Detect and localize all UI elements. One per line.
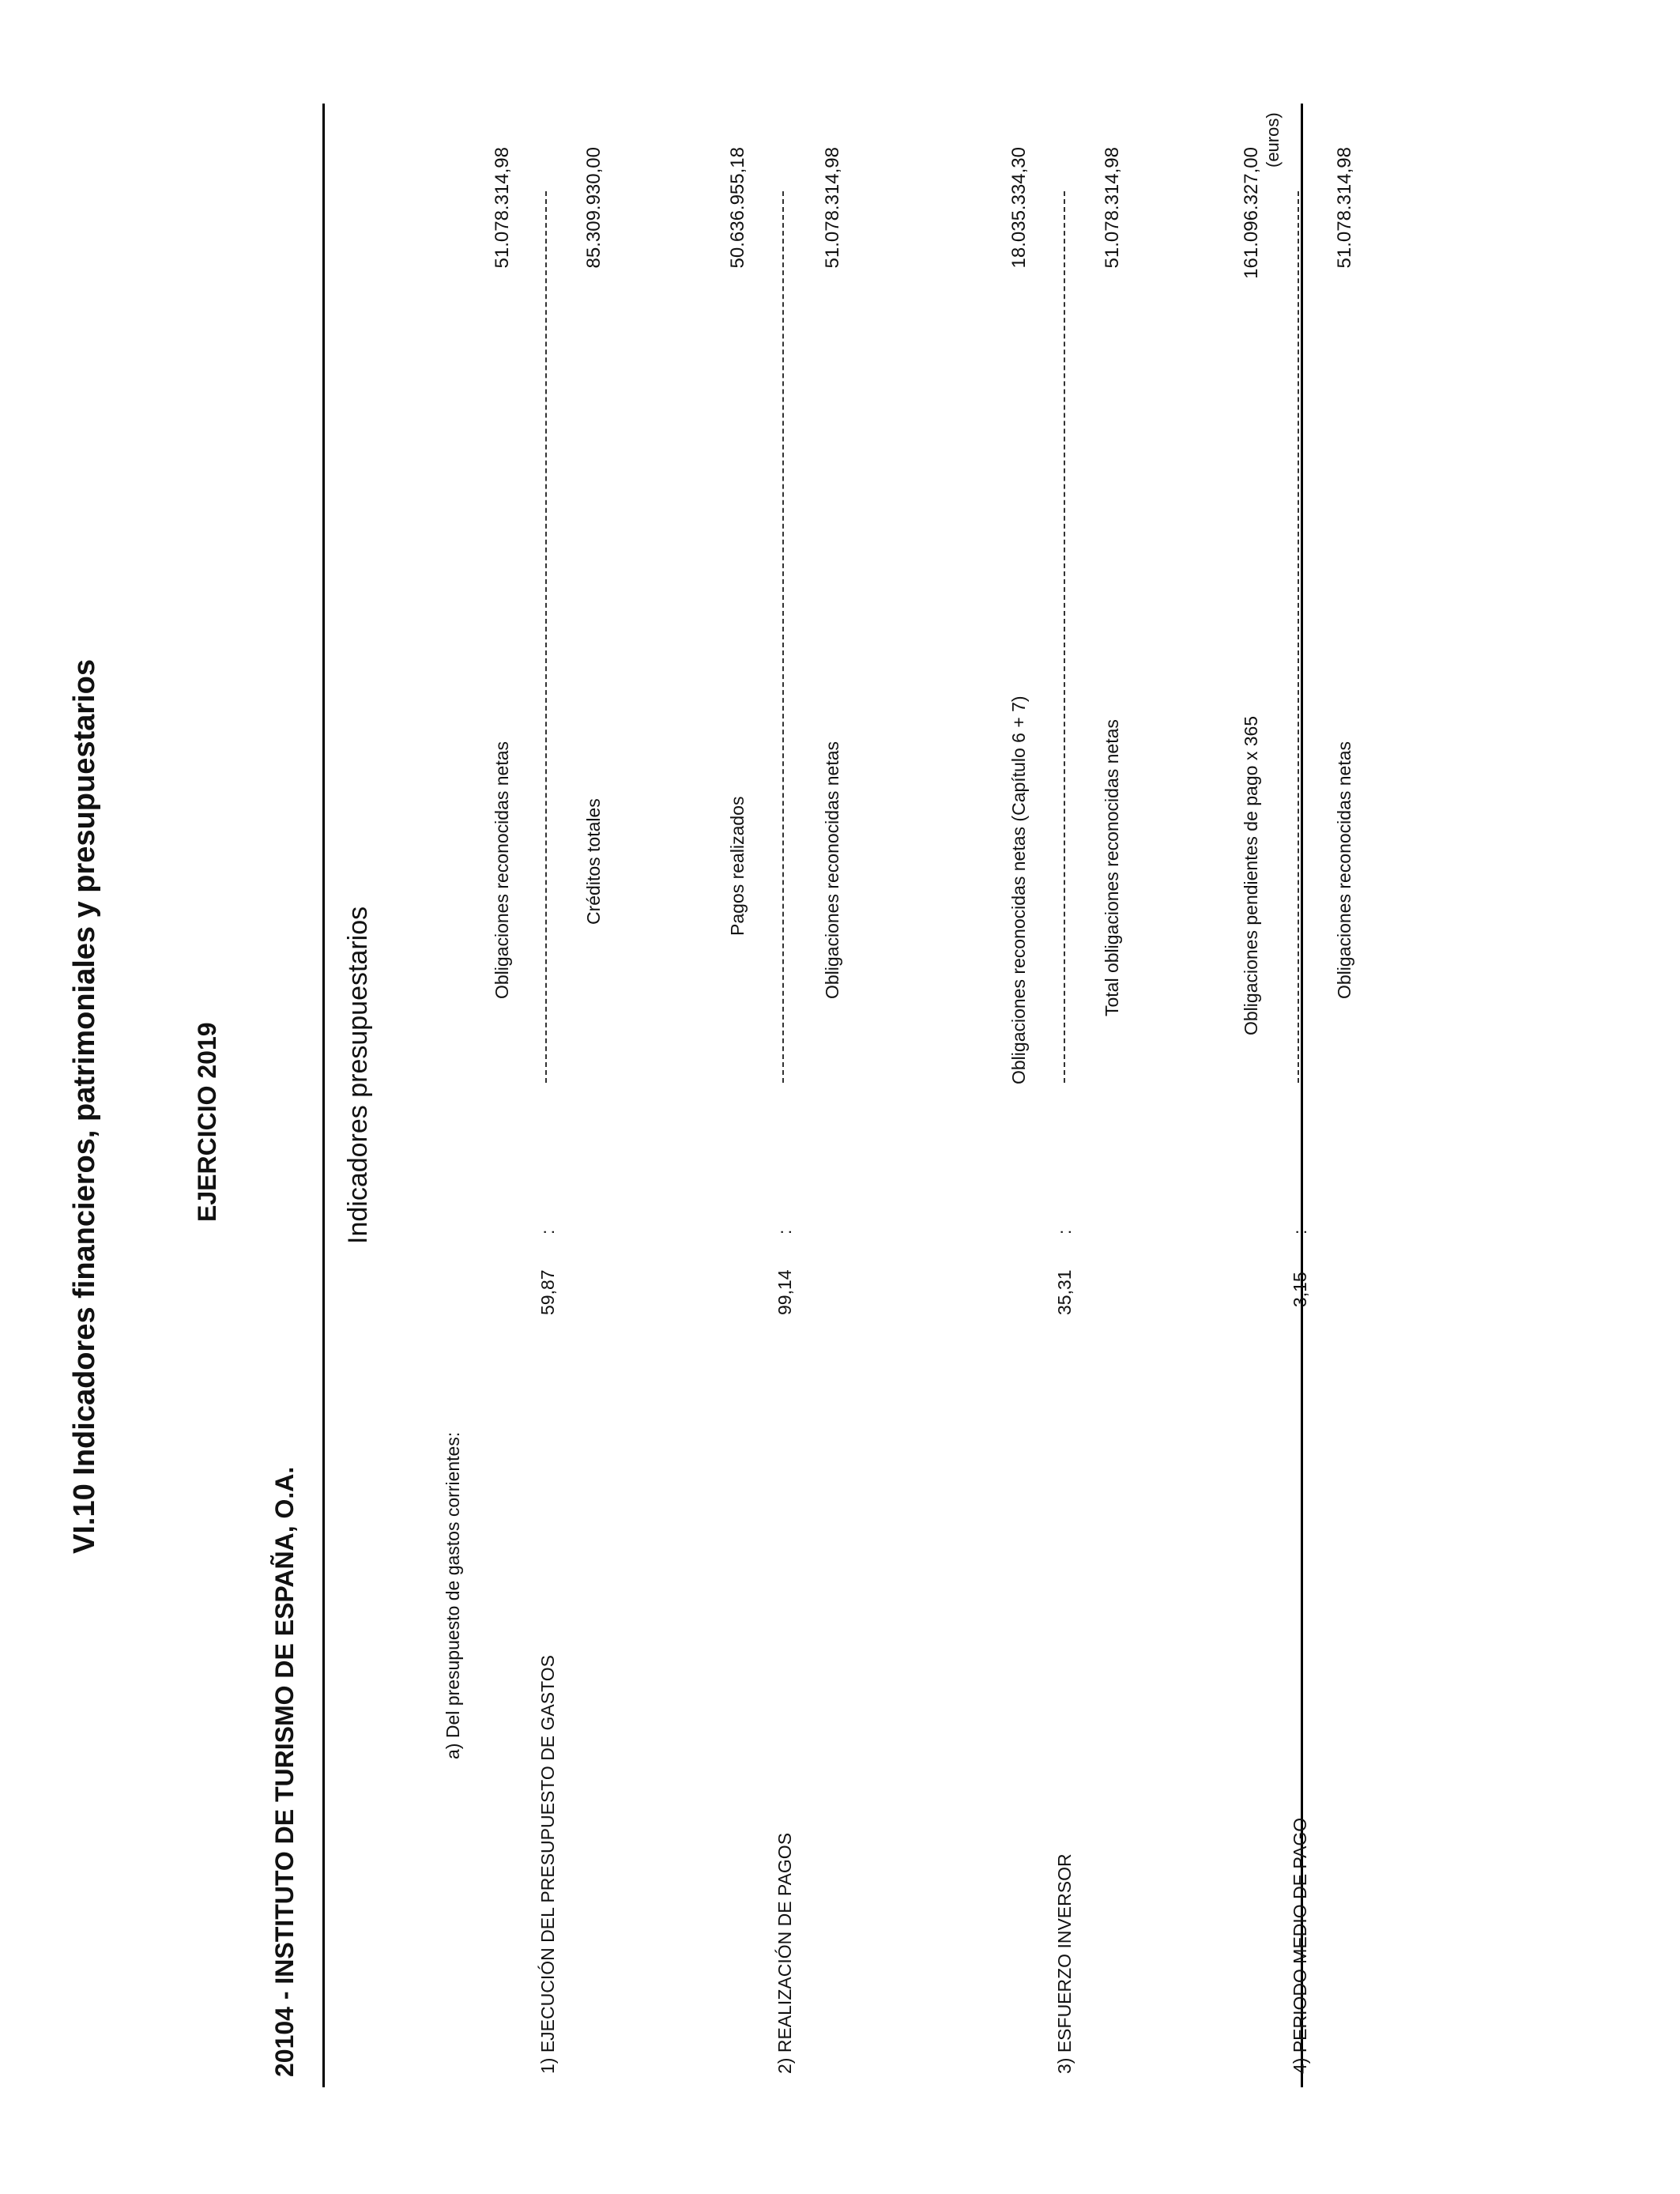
fraction-line: [1064, 191, 1065, 1083]
numerator-value: 161.096.327,00: [1241, 147, 1262, 279]
entity-name: 20104 - INSTITUTO DE TURISMO DE ESPAÑA, O.A.: [270, 1466, 299, 2077]
numerator-label: Obligaciones reconocidas netas (Capítulo 6 + 7): [1008, 696, 1029, 1084]
denominator-value: 51.078.314,98: [822, 147, 843, 269]
indicator-colon: :: [1290, 1229, 1310, 1235]
indicator-label: 2) REALIZACIÓN DE PAGOS: [774, 1832, 795, 2074]
numerator-value: 18.035.334,30: [1008, 147, 1030, 269]
ejercicio-heading: EJERCICIO 2019: [193, 1022, 221, 1222]
denominator-label: Créditos totales: [583, 798, 604, 925]
numerator-label: Pagos realizados: [727, 796, 748, 936]
numerator-label: Obligaciones reconocidas netas: [492, 741, 512, 999]
indicator-label: 4) PERIODO MEDIO DE PAGO: [1290, 1817, 1310, 2074]
denominator-value: 51.078.314,98: [1334, 147, 1355, 269]
indicator-label: 1) EJECUCIÓN DEL PRESUPUESTO DE GASTOS: [537, 1655, 558, 2074]
denominator-label: Obligaciones reconocidas netas: [1334, 741, 1354, 999]
header-rule: [322, 104, 325, 2087]
indicator-label: 3) ESFUERZO INVERSOR: [1054, 1853, 1075, 2074]
fraction-line: [1298, 191, 1299, 1083]
subsection-label: a) Del presupuesto de gastos corrientes:: [443, 1431, 463, 1759]
denominator-label: Obligaciones reconocidas netas: [822, 741, 842, 999]
report-title: VI.10 Indicadores financieros, patrimoniales y presupuestarios: [68, 659, 101, 1554]
indicator-colon: :: [1054, 1229, 1075, 1235]
numerator-value: 51.078.314,98: [492, 147, 513, 269]
fraction-line: [545, 191, 547, 1083]
denominator-value: 85.309.930,00: [583, 147, 605, 269]
indicator-result: 99,14: [774, 1269, 795, 1315]
numerator-value: 50.636.955,18: [727, 147, 748, 269]
section-heading: Indicadores presupuestarios: [343, 906, 373, 1244]
numerator-label: Obligaciones pendientes de pago x 365: [1241, 715, 1261, 1035]
denominator-label: Total obligaciones reconocidas netas: [1102, 719, 1122, 1016]
indicator-colon: :: [774, 1229, 795, 1235]
indicator-colon: :: [537, 1229, 558, 1235]
indicator-result: 3,15: [1290, 1272, 1310, 1307]
indicator-result: 59,87: [537, 1269, 558, 1315]
denominator-value: 51.078.314,98: [1102, 147, 1123, 269]
units-label: (euros): [1263, 112, 1283, 168]
header-rule-right: [1301, 104, 1303, 2087]
indicator-result: 35,31: [1054, 1269, 1075, 1315]
fraction-line: [782, 191, 784, 1083]
